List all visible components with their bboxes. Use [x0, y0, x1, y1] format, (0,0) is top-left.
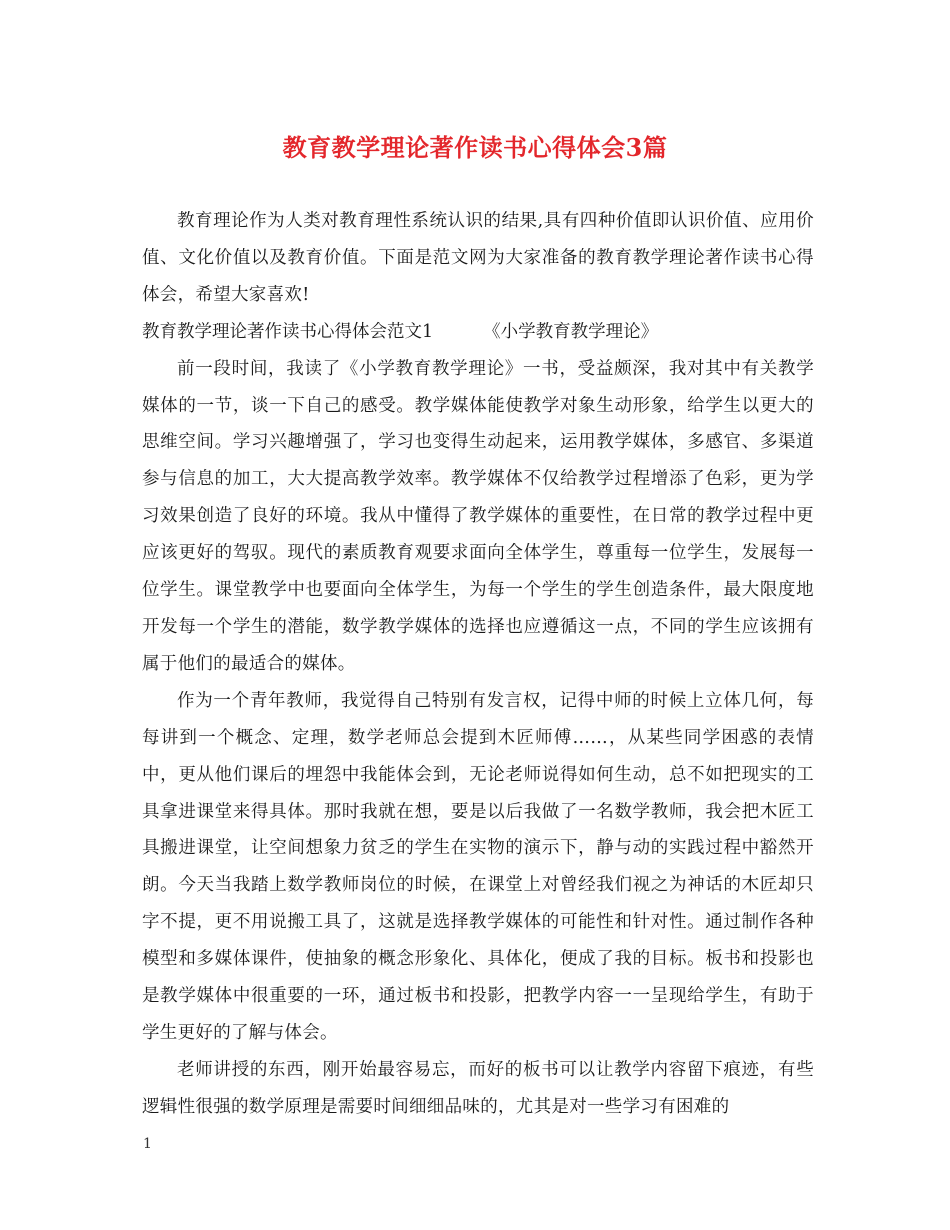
section-book-title: 《小学教育教学理论》 [483, 321, 659, 342]
intro-paragraph: 教育理论作为人类对教育理性系统认识的结果,具有四种价值即认识价值、应用价值、文化价值以及教育价值。下面是范文网为大家准备的教育教学理论著作读书心得体会，希望大家喜欢! [142, 211, 814, 305]
page-number: 1 [143, 1136, 152, 1152]
body-paragraph-3: 老师讲授的东西，刚开始最容易忘，而好的板书可以让教学内容留下痕迹，有些逻辑性很强的数学原理是需要时间细细品味的，尤其是对一些学习有困难的 [142, 1059, 814, 1117]
document-body [142, 203, 814, 1126]
document-title: 教育教学理论著作读书心得体会3篇 [282, 133, 668, 162]
section-heading-text: 教育教学理论著作读书心得体会范文1 [142, 321, 434, 342]
section-heading [142, 314, 814, 351]
body-paragraph-1: 前一段时间，我读了《小学教育教学理论》一书，受益颇深，我对其中有关教学媒体的一节，谈一下自己的感受。教学媒体能使教学对象生动形象，给学生以更大的思维空间。学习兴趣增强了，学习也变得生动起来，运用教学媒体，多感官、多渠道参与信息的加工，大大提高教学效率。教学媒体不仅给教学过程增添了色彩，更为学习效果创造了良好的环境。我从中懂得了教学媒体的重要性，在日常的教学过程中更应该更好的驾驭。现代的素质教育观要求面向全体学生，尊重每一位学生，发展每一位学生。课堂教学中也要面向全体学生，为每一个学生的学生创造条件，最大限度地开发每一个学生的潜能，数学教学媒体的选择也应遵循这一点，不同的学生应该拥有属于他们的最适合的媒体。 [142, 358, 814, 674]
body-paragraph-2: 作为一个青年教师，我觉得自己特别有发言权，记得中师的时候上立体几何，每每讲到一个概念、定理，数学老师总会提到木匠师傅……，从某些同学困惑的表情中，更从他们课后的埋怨中我能体会到，无论老师说得如何生动，总不如把现实的工具拿进课堂来得具体。那时我就在想，要是以后我做了一名数学教师，我会把木匠工具搬进课堂，让空间想象力贫乏的学生在实物的演示下，静与动的实践过程中豁然开朗。今天当我踏上数学教师岗位的时候，在课堂上对曾经我们视之为神话的木匠却只字不提，更不用说搬工具了，这就是选择教学媒体的可能性和针对性。通过制作各种模型和多媒体课件，使抽象的概念形象化、具体化，便成了我的目标。板书和投影也是教学媒体中很重要的一环，通过板书和投影，把教学内容一一呈现给学生，有助于学生更好的了解与体会。 [142, 690, 814, 1043]
